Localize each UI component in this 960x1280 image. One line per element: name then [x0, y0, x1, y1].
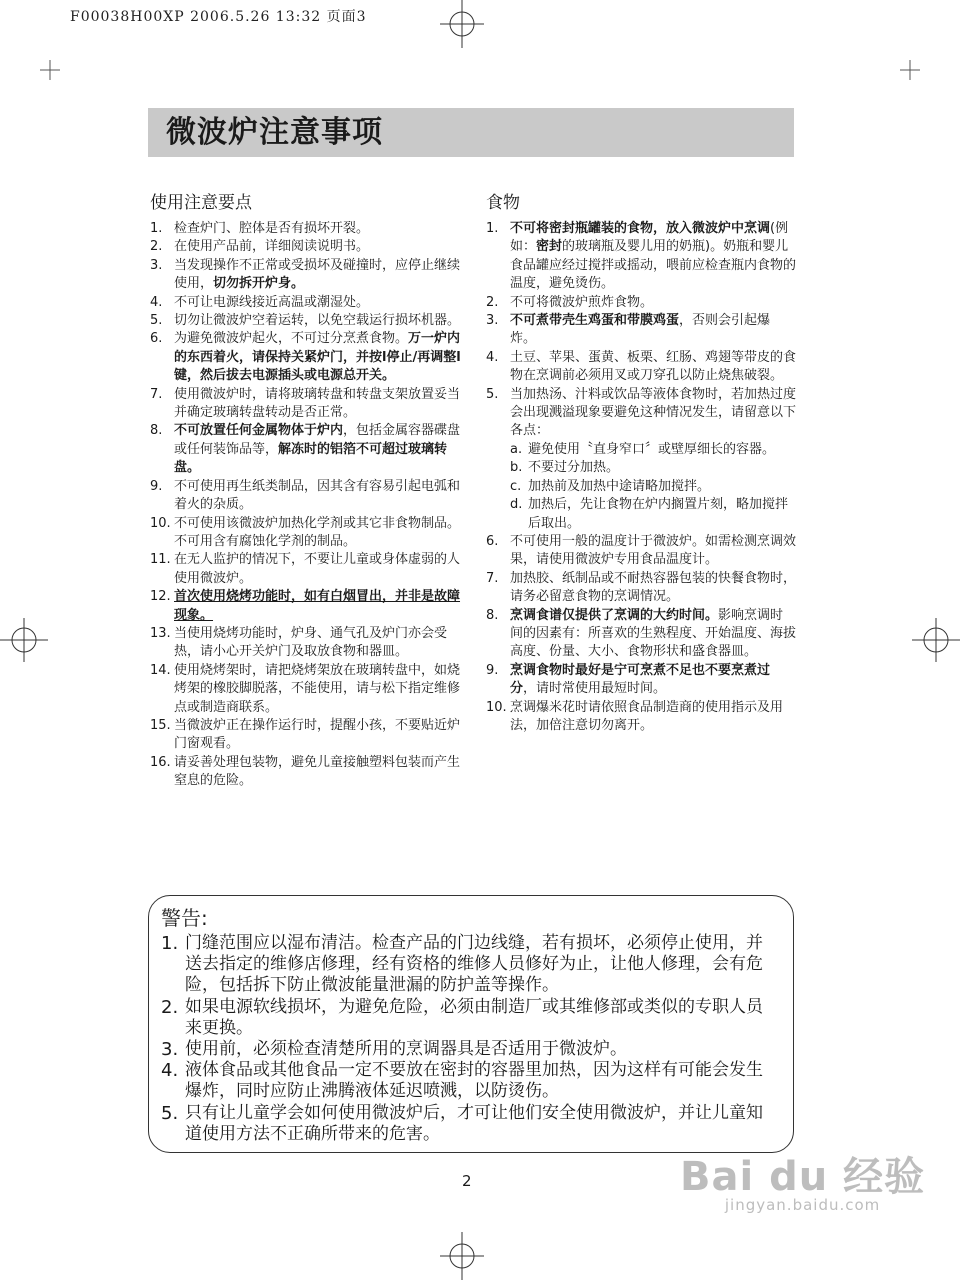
food-title: 食物 — [486, 193, 520, 213]
item-text — [174, 386, 462, 423]
item-text — [510, 533, 796, 570]
list-item — [486, 349, 796, 386]
item-text-segment: 在无人监护的情况下，不要让儿童或身体虚弱的人使用微波炉。 — [174, 552, 461, 586]
baidu-jingyan-logo: Bai du 经验 — [680, 1154, 926, 1200]
warning-item-text: 只有让儿童学会如何使用微波炉后，才可让他们安全使用微波炉，并让儿童知道使用方法不正确所带来的危害。 — [185, 1102, 763, 1144]
item-number: 8. — [150, 423, 163, 439]
list-item — [150, 662, 462, 717]
sub-item-text: 加热前及加热中途请略加搅拌。 — [528, 478, 711, 494]
usage-notes-column — [150, 188, 462, 791]
sub-item-text: 不要过分加热。 — [528, 460, 620, 476]
sub-item-letter: c. — [510, 478, 522, 494]
warning-item — [161, 1060, 779, 1102]
item-text — [174, 551, 462, 588]
item-text — [510, 294, 796, 312]
item-text-segment: 不可使用再生纸类制品，因其含有容易引起电弧和着火的杂质。 — [174, 478, 461, 513]
page-number: 2 — [462, 1172, 472, 1190]
item-text — [174, 478, 462, 515]
list-item — [150, 257, 462, 294]
item-number: 10. — [150, 515, 171, 531]
item-text — [174, 220, 462, 238]
sub-list-item — [510, 441, 796, 459]
list-item — [150, 551, 462, 588]
crop-mark-top-icon — [440, 0, 484, 48]
item-number: 9. — [486, 662, 499, 678]
warning-item-text: 如果电源软线损坏，为避免危险，必须由制造厂或其维修部或类似的专职人员来更换。 — [185, 996, 763, 1038]
sub-item-letter: a. — [510, 441, 523, 457]
warning-item-number: 2. — [161, 996, 179, 1018]
list-item — [486, 662, 796, 699]
warning-item — [161, 933, 779, 997]
item-text-segment: 切勿让微波炉空着运转，以免空载运行损坏机器。 — [174, 313, 461, 329]
warning-item-text: 液体食品或其他食品一定不要放在密封的容器里加热，因为这样有可能会发生爆炸，同时应防止沸腾液体延迟喷溅，以防烫伤。 — [185, 1060, 763, 1102]
item-number: 13. — [150, 625, 171, 641]
warning-title: 警告: — [161, 906, 208, 930]
warning-item — [161, 1103, 779, 1145]
item-text-segment: 请妥善处理包装物，避免儿童接触塑料包装而产生窒息的危险。 — [174, 754, 461, 789]
crop-mark-right-icon — [912, 618, 960, 662]
item-text — [174, 662, 462, 717]
item-text-segment: 首次使用烧烤功能时，如有白烟冒出，并非是故障现象。 — [174, 589, 461, 623]
item-text-segment: 切勿拆开炉身。 — [213, 276, 305, 292]
item-text-segment: 当加热汤、汁料或饮品等液体食物时，若加热过度会出现溅溢现象要避免这种情况发生，请留意以下各点： — [510, 386, 797, 439]
item-text-segment: ，否则会引起爆炸。 — [510, 313, 771, 347]
item-text-segment: 当使用烧烤功能时，炉身、通气孔及炉门亦会受热，请小心开关炉门及取放食物和器皿。 — [174, 625, 448, 660]
warning-item-number: 3. — [161, 1039, 179, 1061]
item-number: 4. — [486, 349, 499, 365]
food-list — [486, 220, 796, 735]
item-number: 15. — [150, 717, 171, 733]
item-text-segment: 的玻璃瓶及婴儿用的奶瓶)。奶瓶和婴儿食品罐应经过搅拌或摇动，喂前应检查瓶内食物的温度，避免烫伤。 — [510, 239, 797, 292]
item-text — [510, 349, 796, 386]
warning-box — [148, 895, 794, 1153]
food-column — [486, 188, 796, 735]
item-text — [174, 238, 462, 256]
item-text — [510, 570, 796, 607]
list-item — [486, 294, 796, 312]
item-number: 9. — [150, 478, 163, 494]
sub-list-item — [510, 478, 796, 496]
list-item — [486, 533, 796, 570]
item-number: 4. — [150, 294, 163, 310]
item-number: 16. — [150, 754, 171, 770]
list-item — [150, 422, 462, 477]
usage-notes-list — [150, 220, 462, 791]
list-item — [486, 607, 796, 662]
warning-item-text: 门缝范围应以湿布清洁。检查产品的门边线缝，若有损坏，必须停止使用，并送去指定的维修店修理，经有资格的维修人员修好为止，让他人修理，会有危险，包括拆下防止微波能量泄漏的防护盖等操作。 — [185, 933, 763, 996]
warning-item-number: 4. — [161, 1060, 179, 1082]
item-text — [174, 257, 462, 294]
list-item — [150, 754, 462, 791]
item-number: 11. — [150, 552, 171, 568]
item-text-segment: 万一炉内的东西着火，请保持关紧炉门，并按l停止/再调整l键，然后拔去电源插头或电源总开关。 — [174, 331, 461, 384]
item-number: 2. — [486, 294, 499, 310]
item-text — [174, 312, 462, 330]
item-number: 3. — [486, 313, 499, 329]
item-text-segment: 解冻时的铝箔不可超过玻璃转盘。 — [174, 441, 448, 476]
item-text — [510, 312, 796, 349]
list-item — [150, 220, 462, 238]
title-bar — [148, 108, 794, 157]
item-number: 1. — [150, 221, 163, 236]
item-text — [174, 294, 462, 312]
item-text-segment: 不可使用一般的温度计于微波炉。如需检测烹调效果，请使用微波炉专用食品温度计。 — [510, 533, 797, 568]
item-text — [174, 625, 462, 662]
item-number: 7. — [486, 570, 499, 586]
item-text-segment: 不可使用该微波炉加热化学剂或其它非食物制品。不可用含有腐蚀化学剂的制品。 — [174, 515, 461, 549]
warning-item-number: 5. — [161, 1102, 179, 1124]
corner-mark-top-right-icon — [900, 60, 920, 80]
item-text-segment: ，请时常使用最短时间。 — [523, 681, 667, 697]
item-text-segment: 不可让电源线接近高温或潮湿处。 — [174, 294, 370, 310]
crop-mark-bottom-icon — [440, 1232, 484, 1280]
print-header: F00038H00XP 2006.5.26 13:32 页面3 — [70, 9, 367, 25]
item-text-segment: 烹调食物时最好是宁可烹煮不足也不要烹煮过分 — [510, 662, 771, 697]
item-text-segment: 不可煮带壳生鸡蛋和带膜鸡蛋 — [510, 313, 680, 329]
list-item — [486, 699, 796, 736]
warning-item-text: 使用前，必须检查清楚所用的烹调器具是否适用于微波炉。 — [185, 1039, 627, 1060]
item-number: 12. — [150, 589, 171, 605]
item-text — [510, 386, 796, 533]
item-text — [174, 515, 462, 552]
watermark-url: jingyan.baidu.com — [724, 1196, 881, 1214]
item-text-segment: 为避免微波炉起火，不可过分烹煮食物。 — [174, 331, 409, 347]
item-text-segment: 在使用产品前，详细阅读说明书。 — [174, 239, 370, 255]
item-text — [174, 717, 462, 754]
warning-list — [161, 933, 779, 1145]
warning-item — [161, 997, 779, 1039]
item-text-segment: 土豆、苹果、蛋黄、板栗、红肠、鸡翅等带皮的食物在烹调前必须用叉或刀穿孔以防止烧焦破裂。 — [510, 349, 797, 384]
warning-item-number: 1. — [161, 933, 179, 954]
item-text-segment: 当发现操作不正常或受损坏及碰撞时，应停止继续使用， — [174, 257, 461, 292]
item-text-segment: 检查炉门、腔体是否有损坏开裂。 — [174, 221, 370, 236]
item-text — [174, 588, 462, 625]
list-item — [486, 220, 796, 294]
item-text-segment: 不可放置任何金属物体于炉内 — [174, 423, 344, 439]
list-item — [150, 717, 462, 754]
list-item — [150, 588, 462, 625]
item-number: 3. — [150, 257, 163, 273]
item-number: 10. — [486, 699, 507, 715]
item-number: 2. — [150, 239, 163, 255]
item-text-segment: 烹调食谱仅提供了烹调的大约时间。 — [510, 607, 719, 623]
list-item — [150, 386, 462, 423]
item-text-segment: 不可将密封瓶罐装的食物，放入微波炉中烹调 — [510, 221, 771, 236]
item-text-segment: (例如： — [510, 221, 789, 255]
list-item — [150, 312, 462, 330]
sub-item-letter: d. — [510, 497, 523, 513]
item-number: 1. — [486, 221, 499, 236]
list-item — [150, 625, 462, 662]
list-item — [486, 386, 796, 533]
item-number: 14. — [150, 662, 171, 678]
sub-list — [510, 441, 796, 533]
list-item — [150, 478, 462, 515]
item-number: 5. — [150, 313, 163, 329]
list-item — [150, 238, 462, 256]
list-item — [150, 330, 462, 385]
item-text — [510, 662, 796, 699]
item-number: 5. — [486, 386, 499, 402]
item-text — [510, 220, 796, 294]
crop-mark-left-icon — [0, 618, 48, 662]
sub-item-text: 避免使用〝直身窄口〞或壁厚细长的容器。 — [528, 441, 776, 457]
page-title: 微波炉注意事项 — [166, 115, 383, 150]
item-number: 8. — [486, 607, 499, 623]
usage-notes-title: 使用注意要点 — [150, 193, 252, 213]
item-text-segment: 加热胶、纸制品或不耐热容器包装的快餐食物时，请务必留意食物的烹调情况。 — [510, 570, 797, 605]
sub-list-item — [510, 496, 796, 533]
list-item — [486, 312, 796, 349]
item-text-segment: 使用微波炉时，请将玻璃转盘和转盘支架放置妥当并确定玻璃转盘转动是否正常。 — [174, 386, 461, 421]
list-item — [486, 570, 796, 607]
item-text-segment: 影响烹调时间的因素有：所喜欢的生熟程度、开始温度、海拔高度、份量、大小、食物形状和盛食器皿。 — [510, 607, 797, 660]
item-text-segment: 使用烧烤架时，请把烧烤架放在玻璃转盘中，如烧烤架的橡胶脚脱落，不能使用，请与松下指定维修点或制造商联系。 — [174, 662, 461, 715]
item-text-segment: 密封 — [536, 239, 563, 255]
sub-item-text: 加热后，先让食物在炉内搁置片刻，略加搅拌后取出。 — [528, 497, 789, 531]
item-text-segment: ，包括金属容器碟盘或任何装饰品等， — [174, 423, 461, 457]
item-number: 6. — [486, 533, 499, 549]
sub-list-item — [510, 459, 796, 477]
item-text — [174, 422, 462, 477]
item-text — [510, 607, 796, 662]
item-text — [510, 699, 796, 736]
item-text — [174, 330, 462, 385]
item-text-segment: 不可将微波炉煎炸食物。 — [510, 294, 654, 310]
item-text — [174, 754, 462, 791]
baidu-watermark — [680, 1145, 925, 1214]
warning-item — [161, 1039, 779, 1060]
item-number: 7. — [150, 386, 163, 402]
item-text-segment: 当微波炉正在操作运行时，提醒小孩，不要贴近炉门窗观看。 — [174, 717, 461, 752]
item-number: 6. — [150, 331, 163, 347]
list-item — [150, 515, 462, 552]
list-item — [150, 294, 462, 312]
sub-item-letter: b. — [510, 460, 523, 476]
corner-mark-top-left-icon — [40, 60, 60, 80]
item-text-segment: 烹调爆米花时请依照食品制造商的使用指示及用法，加倍注意切勿离开。 — [510, 699, 784, 733]
